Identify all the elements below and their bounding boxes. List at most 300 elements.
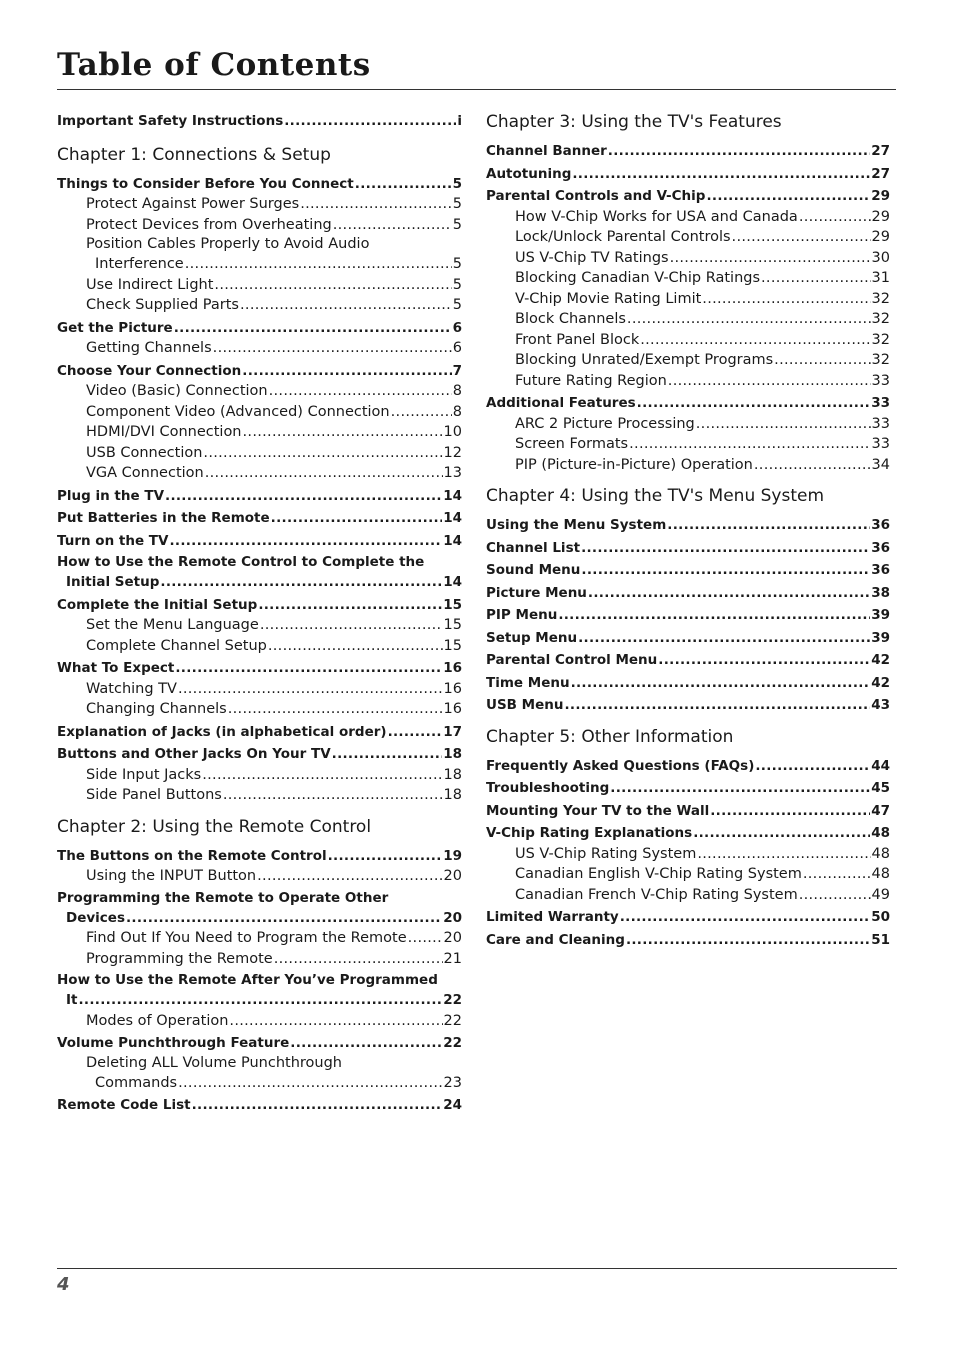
toc-entry[interactable] [486,756,890,777]
entry-title: Using the Menu System [486,517,667,533]
entry-page-number: 5 [452,276,462,293]
entry-page-number: 43 [871,697,890,713]
entry-title: US V-Chip TV Ratings [515,249,669,266]
entry-title: It [66,992,78,1008]
toc-subentry[interactable] [57,443,462,464]
dot-leader [243,422,443,443]
entry-page-number: 29 [871,208,890,225]
entry-page-number: 20 [443,909,462,926]
dot-leader [578,628,870,649]
toc-entry-line[interactable]: Programming the Remote to Operate Other [57,889,389,906]
dot-leader [565,695,871,716]
dot-leader [774,350,870,371]
toc-subentry[interactable] [486,350,890,371]
dot-leader [355,174,452,195]
toc-subentry[interactable] [57,215,462,236]
entry-page-number: 18 [443,787,462,803]
toc-subentry[interactable] [57,615,462,636]
entry-title: Canadian English V-Chip Rating System [515,866,802,882]
dot-leader [178,1073,442,1094]
entry-page-number: 15 [443,617,462,633]
entry-page-number: 42 [871,652,890,668]
dot-leader [799,207,871,228]
dot-leader [160,572,442,593]
toc-entry[interactable] [486,605,890,626]
toc-entry[interactable] [486,673,890,694]
entry-page-number: 48 [871,866,890,882]
entry-page-number: 5 [452,297,462,313]
dot-leader [240,295,452,316]
entry-page-number: 22 [443,1035,462,1051]
entry-title: Blocking Canadian V-Chip Ratings [515,270,761,286]
toc-entry-line[interactable]: How to Use the Remote Control to Complete the [57,554,425,570]
entry-page-number: 18 [443,766,462,783]
dot-leader [620,907,870,928]
toc-subentry[interactable] [486,207,890,228]
toc-subentry[interactable] [486,414,890,435]
entry-title: Use Indirect Light [86,276,214,293]
entry-title: Front Panel Block [515,331,640,348]
toc-subentry[interactable] [486,248,890,269]
toc-entry[interactable] [57,1033,462,1054]
entry-page-number: 6 [452,340,462,356]
entry-title: How V-Chip Works for USA and Canada [515,208,798,225]
toc-entry[interactable] [486,560,890,581]
entry-title: Buttons and Other Jacks On Your TV [57,746,331,762]
toc-column-right [486,111,890,950]
toc-entry[interactable] [57,572,462,593]
dot-leader [229,1011,442,1032]
entry-title: What To Expect [57,660,175,676]
dot-leader [202,765,442,786]
entry-title: Explanation of Jacks (in alphabetical order) [57,723,387,740]
toc-entry[interactable] [486,186,890,207]
entry-title: Mounting Your TV to the Wall [486,802,710,819]
entry-title: Care and Cleaning [486,931,625,948]
chapter-4-section [486,485,890,716]
dot-leader [706,186,870,207]
chapter-heading: Chapter 2: Using the Remote Control [57,816,372,837]
entry-page-number: 16 [443,701,462,717]
toc-entry[interactable] [57,508,462,529]
toc-column-left [57,111,462,1116]
dot-leader [629,434,870,455]
dot-leader [169,531,442,552]
entry-page-number: 39 [871,607,890,623]
toc-entry[interactable] [486,823,890,844]
entry-page-number: 38 [871,584,890,601]
toc-entry[interactable] [486,695,890,716]
entry-page-number: 33 [871,395,890,411]
toc-entry[interactable] [57,531,462,552]
toc-entry[interactable] [486,650,890,671]
toc-entry[interactable] [57,744,462,765]
dot-leader [228,699,443,720]
toc-subentry[interactable] [486,371,890,392]
dot-leader [697,844,870,865]
entry-page-number: 32 [871,352,890,368]
chapter-heading: Chapter 1: Connections & Setup [57,144,331,165]
entry-page-number: 30 [871,249,890,266]
dot-leader [637,393,871,414]
toc-subentry[interactable] [486,864,890,885]
entry-title: Changing Channels [86,701,227,717]
toc-entry[interactable] [57,361,462,382]
dot-leader [696,414,871,435]
entry-title: Check Supplied Parts [86,297,239,313]
entry-page-number: 22 [443,992,462,1008]
entry-title: Parental Control Menu [486,652,658,668]
toc-entry[interactable] [486,515,890,536]
entry-title: Video (Basic) Connection [86,383,268,399]
toc-entry[interactable] [486,164,890,185]
entry-page-number: 49 [871,886,890,903]
entry-page-number: 36 [871,562,890,578]
dot-leader [640,330,870,351]
toc-entry[interactable] [57,1095,462,1116]
entry-title: PIP Menu [486,607,558,623]
entry-title: Initial Setup [66,574,160,590]
entry-title: PIP (Picture-in-Picture) Operation [515,456,753,473]
toc-subentry[interactable] [57,866,462,887]
chapter-2-section [57,816,462,1116]
entry-title: Channel List [486,539,581,556]
chapter-heading: Chapter 5: Other Information [486,726,734,747]
toc-entry[interactable] [57,174,462,195]
dot-leader [693,823,870,844]
entry-page-number: 20 [443,868,462,884]
toc-subentry[interactable] [57,402,462,423]
toc-subentry[interactable] [486,268,890,289]
toc-subentry[interactable] [57,194,462,215]
chapter-heading: Chapter 3: Using the TV's Features [486,112,782,132]
dot-leader [608,141,870,162]
entry-title: Turn on the TV [57,532,169,549]
entry-title: V-Chip Movie Rating Limit [515,290,702,307]
dot-leader [271,508,443,529]
entry-page-number: 32 [871,311,890,327]
entry-page-number: 20 [443,930,462,946]
entry-page-number: 21 [443,950,462,967]
entry-title: Screen Formats [515,436,629,452]
entry-title: The Buttons on the Remote Control [57,847,327,864]
entry-page-number: 14 [443,574,462,590]
entry-page-number: 33 [871,436,890,452]
dot-leader [408,928,443,949]
dot-leader [260,615,443,636]
toc-entry[interactable] [486,628,890,649]
toc-subentry-line[interactable]: Deleting ALL Volume Punchthrough [86,1054,342,1071]
entry-page-number: 14 [443,532,462,549]
entry-title: Put Batteries in the Remote [57,510,270,526]
dot-leader [203,443,442,464]
toc-subentry[interactable] [57,765,462,786]
dot-leader [268,636,443,657]
entry-title: Future Rating Region [515,372,667,389]
entry-title: Setup Menu [486,629,578,646]
entry-page-number: 8 [452,403,462,420]
dot-leader [627,309,871,330]
entry-title: Commands [95,1074,178,1091]
entry-page-number: 27 [871,165,890,182]
toc-subentry[interactable] [57,1011,462,1032]
entry-page-number: 23 [443,1074,462,1091]
dot-leader [581,538,870,559]
entry-title: Time Menu [486,674,570,691]
entry-title: Using the INPUT Button [86,868,257,884]
toc-entry[interactable] [57,658,462,679]
entry-title: Volume Punchthrough Feature [57,1035,290,1051]
entry-title: Autotuning [486,165,572,182]
entry-title: Block Channels [515,311,626,327]
dot-leader [391,402,452,423]
entry-title: Choose Your Connection [57,362,242,379]
chapter-heading: Chapter 4: Using the TV's Menu System [486,486,825,506]
entry-page-number: 6 [452,319,462,336]
toc-subentry[interactable] [57,254,462,275]
entry-page-number: 14 [443,487,462,504]
toc-subentry[interactable] [486,434,890,455]
toc-entry[interactable] [486,393,890,414]
entry-page-number: 45 [871,780,890,796]
chapter-5-section [486,726,890,951]
entry-page-number: 42 [871,674,890,691]
dot-leader [126,908,442,929]
entry-page-number: 14 [443,510,462,526]
dot-leader [274,949,443,970]
dot-leader [388,722,443,743]
entry-page-number: 32 [871,331,890,348]
header-rule [57,89,896,90]
entry-title: ARC 2 Picture Processing [515,415,695,432]
entry-page-number: 36 [871,517,890,533]
dot-leader [610,778,870,799]
dot-leader [165,486,442,507]
dot-leader [257,866,442,887]
toc-subentry[interactable] [57,338,462,359]
entry-title: Interference [95,256,184,272]
entry-page-number: 44 [871,757,890,774]
dot-leader [799,885,871,906]
dot-leader [178,679,443,700]
entry-title: Important Safety Instructions [57,113,284,129]
entry-page-number: i [457,113,462,129]
toc-subentry[interactable] [57,949,462,970]
entry-page-number: 22 [443,1012,462,1029]
entry-page-number: 29 [871,188,890,204]
dot-leader [732,227,871,248]
toc-subentry[interactable] [57,463,462,484]
toc-subentry[interactable] [57,928,462,949]
toc-subentry[interactable] [57,381,462,402]
dot-leader [269,381,452,402]
toc-entry[interactable] [57,908,462,929]
entry-page-number: 15 [443,637,462,654]
entry-page-number: 27 [871,143,890,159]
entry-title: Things to Consider Before You Connect [57,175,354,192]
dot-leader [710,801,870,822]
toc-entry[interactable] [486,141,890,162]
page-number: 4 [57,1274,70,1295]
entry-title: Set the Menu Language [86,617,259,633]
dot-leader [300,194,452,215]
entry-page-number: 33 [871,372,890,389]
entry-title: US V-Chip Rating System [515,845,697,862]
toc-subentry[interactable] [486,289,890,310]
entry-title: Programming the Remote [86,950,273,967]
entry-page-number: 19 [443,847,462,864]
entry-title: Protect Against Power Surges [86,196,300,212]
dot-leader [581,560,870,581]
dot-leader [242,361,451,382]
toc-entry[interactable] [57,486,462,507]
dot-leader [571,673,871,694]
entry-title: HDMI/DVI Connection [86,424,242,440]
entry-title: V-Chip Rating Explanations [486,825,693,841]
toc-subentry[interactable] [486,844,890,865]
toc-subentry[interactable] [486,455,890,476]
toc-entry[interactable] [57,722,462,743]
dot-leader [174,318,452,339]
toc-subentry[interactable] [57,679,462,700]
entry-page-number: 50 [871,909,890,925]
dot-leader [668,371,871,392]
entry-page-number: 5 [452,196,462,212]
entry-title: Watching TV [86,680,177,697]
entry-page-number: 32 [871,290,890,307]
chapter-1-section [57,144,462,806]
toc-entry[interactable] [57,111,462,132]
dot-leader [761,268,871,289]
toc-subentry[interactable] [57,422,462,443]
entry-page-number: 16 [443,680,462,697]
toc-subentry[interactable] [486,885,890,906]
entry-page-number: 5 [452,216,462,233]
dot-leader [332,744,443,765]
entry-title: Frequently Asked Questions (FAQs) [486,757,755,774]
entry-title: Blocking Unrated/Exempt Programs [515,352,774,368]
entry-title: Remote Code List [57,1097,191,1113]
toc-entry[interactable] [486,538,890,559]
dot-leader [626,930,870,951]
entry-title: Getting Channels [86,340,212,356]
entry-page-number: 10 [443,424,462,440]
toc-entry[interactable] [57,846,462,867]
entry-page-number: 15 [443,596,462,613]
dot-leader [702,289,870,310]
dot-leader [667,515,870,536]
entry-page-number: 13 [443,465,462,481]
dot-leader [78,990,442,1011]
toc-subentry-line[interactable]: Position Cables Properly to Avoid Audio [86,236,370,252]
entry-title: Find Out If You Need to Program the Remote [86,930,407,946]
toc-subentry[interactable] [486,309,890,330]
toc-subentry[interactable] [57,699,462,720]
toc-entry[interactable] [486,907,890,928]
entry-title: Lock/Unlock Parental Controls [515,229,731,245]
entry-title: Additional Features [486,395,636,411]
dot-leader [284,111,456,132]
entry-page-number: 48 [871,845,890,862]
entry-page-number: 18 [443,746,462,762]
entry-title: Get the Picture [57,319,173,336]
dot-leader [223,785,443,806]
dot-leader [658,650,870,671]
toc-entry[interactable] [486,930,890,951]
dot-leader [185,254,452,275]
dot-leader [205,463,443,484]
dot-leader [290,1033,442,1054]
entry-title: Protect Devices from Overheating [86,216,332,233]
toc-entry[interactable] [486,801,890,822]
dot-leader [175,658,442,679]
entry-page-number: 7 [452,362,462,379]
entry-title: Modes of Operation [86,1012,229,1029]
toc-entry[interactable] [486,583,890,604]
dot-leader [670,248,871,269]
entry-page-number: 34 [871,456,890,473]
dot-leader [803,864,871,885]
entry-title: Devices [66,909,125,926]
entry-title: Sound Menu [486,562,581,578]
entry-page-number: 29 [871,229,890,245]
dot-leader [333,215,452,236]
dot-leader [192,1095,443,1116]
toc-entry-line[interactable]: How to Use the Remote After You’ve Programmed [57,972,438,988]
entry-page-number: 16 [443,660,462,676]
entry-page-number: 48 [871,825,890,841]
entry-title: Plug in the TV [57,487,165,504]
dot-leader [258,595,442,616]
chapter-3-section [486,111,890,475]
entry-title: Component Video (Advanced) Connection [86,403,390,420]
entry-page-number: 24 [443,1097,462,1113]
entry-page-number: 36 [871,539,890,556]
entry-title: Complete Channel Setup [86,637,267,654]
toc-subentry[interactable] [486,227,890,248]
entry-title: Canadian French V-Chip Rating System [515,886,798,903]
toc-subentry[interactable] [57,275,462,296]
entry-title: Parental Controls and V-Chip [486,188,706,204]
toc-entry[interactable] [57,990,462,1011]
dot-leader [213,338,452,359]
toc-subentry[interactable] [57,295,462,316]
entry-page-number: 5 [452,175,462,192]
entry-page-number: 12 [443,444,462,461]
dot-leader [572,164,870,185]
entry-page-number: 17 [443,723,462,740]
dot-leader [588,583,870,604]
entry-page-number: 8 [452,383,462,399]
page-title: Table of Contents [57,47,371,83]
entry-title: Channel Banner [486,143,607,159]
toc-subentry[interactable] [57,1073,462,1094]
entry-page-number: 39 [871,629,890,646]
toc-entry[interactable] [57,318,462,339]
toc-subentry[interactable] [57,785,462,806]
entry-title: Side Panel Buttons [86,787,222,803]
toc-entry[interactable] [486,778,890,799]
dot-leader [328,846,443,867]
toc-entry[interactable] [57,595,462,616]
entry-title: USB Menu [486,697,564,713]
toc-subentry[interactable] [486,330,890,351]
entry-title: USB Connection [86,444,203,461]
entry-page-number: 47 [871,802,890,819]
entry-title: Complete the Initial Setup [57,596,258,613]
toc-subentry[interactable] [57,636,462,657]
entry-title: Side Input Jacks [86,766,202,783]
